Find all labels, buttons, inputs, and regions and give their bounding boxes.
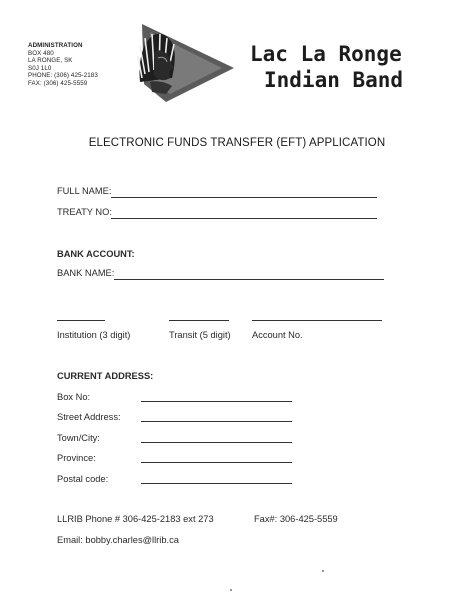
- band-name: [250, 41, 403, 93]
- phone-text: LLRIB Phone # 306-425-2183 ext 273: [57, 514, 214, 524]
- treaty-no-label: TREATY NO:: [57, 207, 112, 217]
- admin-line: BOX 480: [28, 49, 54, 57]
- scan-speck: [230, 589, 232, 591]
- full-name-line[interactable]: [111, 197, 377, 198]
- current-address-heading: CURRENT ADDRESS:: [57, 371, 154, 381]
- street-address-label: Street Address:: [57, 412, 121, 422]
- institution-label: Institution (3 digit): [57, 330, 131, 340]
- box-no-line[interactable]: [141, 401, 292, 402]
- town-city-label: Town/City:: [57, 433, 100, 443]
- bank-name-label: BANK NAME:: [57, 268, 115, 278]
- postal-code-line[interactable]: [141, 483, 292, 484]
- band-logo: [136, 22, 236, 104]
- transit-label: Transit (5 digit): [169, 330, 231, 340]
- institution-line[interactable]: [57, 320, 105, 321]
- admin-line: FAX: (306) 425-5559: [28, 79, 88, 87]
- admin-address: [28, 42, 98, 88]
- transit-line[interactable]: [169, 320, 229, 321]
- admin-line: S0J 1L0: [28, 64, 52, 72]
- admin-title: ADMINISTRATION: [28, 42, 83, 49]
- band-name-line2: Indian Band: [264, 68, 404, 92]
- scan-speck: [322, 570, 324, 572]
- account-no-line[interactable]: [252, 320, 382, 321]
- email-text: Email: bobby.charles@llrib.ca: [57, 535, 179, 545]
- province-label: Province:: [57, 453, 96, 463]
- form-title: ELECTRONIC FUNDS TRANSFER (EFT) APPLICATION: [88, 137, 386, 149]
- fax-text: Fax#: 306-425-5559: [254, 514, 338, 524]
- full-name-label: FULL NAME:: [57, 186, 112, 196]
- admin-line: PHONE: (306) 425-2183: [28, 72, 98, 80]
- box-no-label: Box No:: [57, 392, 91, 402]
- account-no-label: Account No.: [252, 330, 303, 340]
- postal-code-label: Postal code:: [57, 474, 109, 484]
- band-name-line1: Lac La Ronge: [250, 42, 402, 66]
- treaty-no-line[interactable]: [111, 218, 377, 219]
- province-line[interactable]: [141, 462, 292, 463]
- street-address-line[interactable]: [141, 421, 292, 422]
- bank-name-line[interactable]: [114, 279, 384, 280]
- bank-account-heading: BANK ACCOUNT:: [57, 249, 135, 259]
- town-city-line[interactable]: [141, 442, 292, 443]
- admin-line: LA RONGE, SK: [28, 57, 73, 65]
